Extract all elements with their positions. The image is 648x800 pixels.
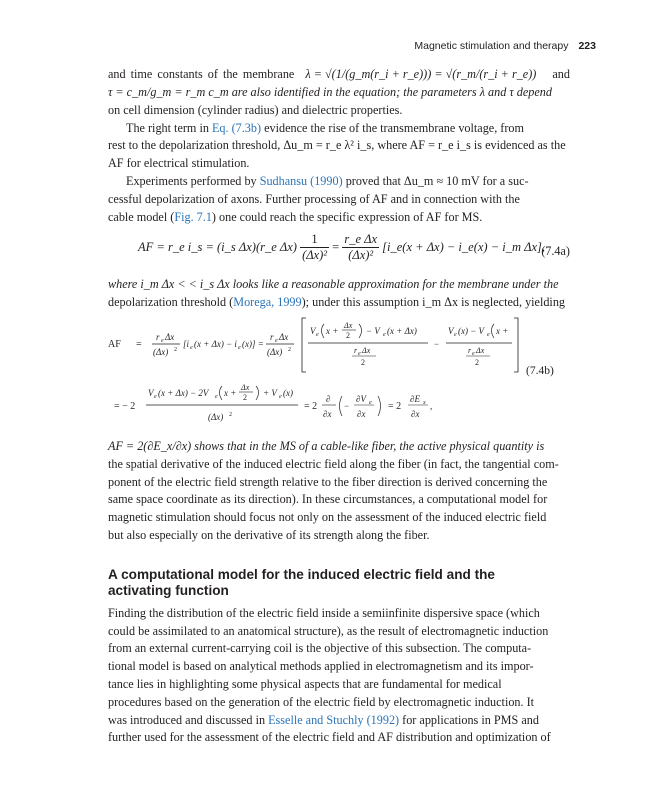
svg-text:V: V (148, 387, 154, 398)
para1-l3: on cell dimension (cylinder radius) and dielectric properties. (108, 102, 403, 117)
svg-text:x +: x + (326, 325, 339, 336)
svg-text:,: , (430, 400, 433, 411)
svg-text:r: r (270, 331, 274, 342)
eq-7-4b-af: AF (108, 338, 121, 350)
link-esselle-stuchly-1992[interactable]: Esselle and Stuchly (1992) (268, 712, 400, 727)
section-heading (108, 567, 570, 600)
svg-text:− V: − V (366, 325, 380, 336)
svg-text:e: e (383, 331, 386, 338)
para6-l7: was introduced and discussed in Esselle and Stuchly (1992) for applications in PMS and (108, 712, 539, 727)
para3: Experiments performed by Sudhansu (1990) proved that Δu_m ≈ 10 mV for a suc- (126, 173, 529, 188)
para1-l1b: and (552, 67, 570, 81)
svg-text:r: r (468, 345, 472, 355)
svg-text:2: 2 (346, 330, 350, 340)
para3-l3: cable model (Fig. 7.1) one could reach the specific expression of AF for MS. (108, 209, 483, 224)
para5-l4: same space coordinate as its direction). In these circumstances, a computational model for (108, 492, 548, 507)
para5-l5: magnetic stimulation should focus not only on the assessment of the induced electric field (108, 510, 547, 525)
link-fig-7-1[interactable]: Fig. 7.1 (174, 209, 212, 224)
eq-7-4b-eq3: = 2 (388, 400, 402, 412)
svg-text:e: e (215, 393, 218, 400)
para6-l5: tance lies in highlighting some physical aspects that are fundamental for medical (108, 676, 502, 691)
svg-text:Δx: Δx (344, 320, 353, 330)
svg-text:2: 2 (243, 392, 247, 402)
svg-text:+ V: + V (263, 387, 277, 398)
eq-7-4a-frac1: $\frac{1}{\text{(Δx)²}}$ (302, 232, 328, 263)
para1 (108, 66, 570, 84)
svg-text:∂x: ∂x (357, 408, 366, 419)
para6-l3: from an external current-carrying coil is the objective of this subsection. The computa- (108, 641, 532, 656)
eq-7-4b-eq2: = 2 (304, 400, 318, 412)
para6-l2: could be assimilated to an anatomical structure), as the result of electromagnetic induction (108, 623, 549, 638)
svg-text:r: r (354, 345, 358, 355)
para6-l1: Finding the distribution of the electric field inside a semiinfinite dispersive space (which (108, 605, 540, 620)
svg-text:e: e (279, 393, 282, 400)
eq-7-4a-number: (7.4a) (541, 244, 570, 259)
para2: The right term in Eq. (7.3b) evidence the rise of the transmembrane voltage, from (126, 120, 524, 135)
svg-text:V: V (310, 325, 316, 336)
svg-text:e: e (161, 337, 164, 344)
svg-text:V: V (448, 325, 454, 336)
para2-l3: AF for electrical stimulation. (108, 156, 250, 171)
svg-text:2: 2 (288, 346, 291, 353)
para5-l2: the spatial derivative of the induced electric field along the fiber (in fact, the tangential com- (108, 456, 559, 471)
para6-l4: tional model is based on analytical methods applied in electromagnetism and its impor- (108, 659, 534, 674)
svg-text:∂: ∂ (326, 393, 331, 404)
section-heading-l2: activating function (108, 583, 229, 599)
svg-text:∂V: ∂V (356, 393, 366, 404)
svg-text:[i: [i (183, 338, 190, 349)
svg-text:e: e (275, 337, 278, 344)
link-sudhansu-1990[interactable]: Sudhansu (1990) (259, 173, 343, 188)
para1-l1a: and time constants of the membrane (108, 67, 295, 81)
svg-text:(x + Δx) − i: (x + Δx) − i (194, 338, 237, 349)
eq-7-4b-number: (7.4b) (526, 364, 554, 377)
svg-text:e: e (487, 331, 490, 338)
para6-l6: procedures based on the generation of the electric field by electromagnetic induction. It (108, 694, 535, 709)
para3-l2: cessful depolarization of axons. Further processing of AF and in connection with the (108, 191, 520, 206)
link-morega-1999[interactable]: Morega, 1999 (233, 295, 302, 310)
svg-text:Δx: Δx (241, 382, 250, 392)
eq-7-4b-minus2: = − 2 (114, 400, 136, 412)
svg-text:x +: x + (224, 387, 237, 398)
svg-text:e: e (454, 331, 457, 338)
svg-text:∂E: ∂E (410, 393, 420, 404)
running-head (414, 40, 596, 52)
svg-text:Δx: Δx (279, 331, 289, 342)
svg-text:2: 2 (475, 357, 479, 367)
svg-text:x +: x + (496, 325, 509, 336)
svg-text:(x + Δx) − 2V: (x + Δx) − 2V (158, 387, 209, 398)
svg-text:(Δx): (Δx) (153, 346, 169, 357)
svg-text:2: 2 (174, 346, 177, 353)
svg-text:(x) − V: (x) − V (458, 325, 485, 336)
svg-text:e: e (154, 393, 157, 400)
svg-text:Δx: Δx (165, 331, 175, 342)
svg-text:∂x: ∂x (323, 408, 332, 419)
para5-l3: ponent of the electric field strength relative to the fiber direction is derived concerning the (108, 474, 548, 489)
svg-text:e: e (190, 344, 193, 351)
para4-l1: where i_m Δx < < i_s Δx looks like a reasonable approximation for the membrane under the (108, 277, 559, 292)
svg-text:2: 2 (361, 357, 365, 367)
section-heading-l1: A computational model for the induced electric field and the (108, 566, 495, 582)
para5-l6: but also especially on the derivative of its strength along the fiber. (108, 527, 430, 542)
running-head-title: Magnetic stimulation and therapy (414, 40, 569, 52)
svg-text:(x + Δx): (x + Δx) (387, 325, 417, 336)
equation-7-4b (108, 316, 570, 432)
para1-lambda-eq: λ = √(1/(g_m(r_i + r_e))) = √(r_m/(r_i + r_e)) (305, 67, 537, 81)
equation-7-4a: AF = r_e i_s = (i_s Δx)(r_e Δx) $\frac{1}{\text{(Δx)²}}$ = $\frac{\text{r\_e Δx}}{\text{(Δx)²}}$ [i_e(x + Δx) − i_e(x) − i_m Δx], (7.4a) (138, 232, 570, 263)
svg-text:(Δx): (Δx) (208, 411, 224, 422)
svg-text:(x)] =: (x)] = (242, 338, 264, 349)
eq-7-4a-lhs: AF = r_e i_s = (i_s Δx)(r_e Δx) (138, 240, 297, 255)
para6-l8: further used for the assessment of the electric field and AF distribution and optimization of (108, 730, 551, 745)
para4-l2: depolarization threshold (Morega, 1999); under this assumption i_m Δx is neglected, yielding (108, 295, 566, 310)
svg-text:∂x: ∂x (411, 408, 420, 419)
svg-text:Δx: Δx (476, 345, 485, 355)
page-number: 223 (578, 40, 596, 52)
eq-7-4a-frac2: $\frac{\text{r\_e Δx}}{\text{(Δx)²}}$ (344, 232, 378, 263)
eq-7-4b-equals: = (136, 338, 142, 350)
svg-text:(x): (x) (283, 387, 293, 398)
svg-text:e: e (358, 350, 361, 357)
page-body (108, 66, 570, 747)
svg-text:x: x (423, 399, 426, 406)
svg-text:−: − (434, 338, 440, 349)
svg-text:2: 2 (229, 411, 232, 418)
svg-text:e: e (472, 350, 475, 357)
svg-text:r: r (156, 331, 160, 342)
svg-text:e: e (238, 344, 241, 351)
link-eq-7-3b[interactable]: Eq. (7.3b) (211, 120, 262, 135)
eq-7-4a-tail: [i_e(x + Δx) − i_e(x) − i_m Δx], (382, 240, 545, 255)
para1-l2: τ = c_m/g_m = r_m c_m are also identified in the equation; the parameters λ and τ depend (108, 85, 552, 99)
svg-text:(Δx): (Δx) (267, 346, 283, 357)
svg-text:−: − (344, 400, 350, 411)
svg-text:e: e (316, 331, 319, 338)
svg-text:e: e (369, 399, 372, 406)
svg-text:Δx: Δx (362, 345, 371, 355)
para2-l2: rest to the depolarization threshold, Δu_m = r_e λ² i_s, where AF = r_e i_s is evidenced as the (108, 138, 566, 153)
para5-l1: AF = 2(∂E_x/∂x) shows that in the MS of a cable-like fiber, the active physical quantity is (108, 438, 545, 453)
